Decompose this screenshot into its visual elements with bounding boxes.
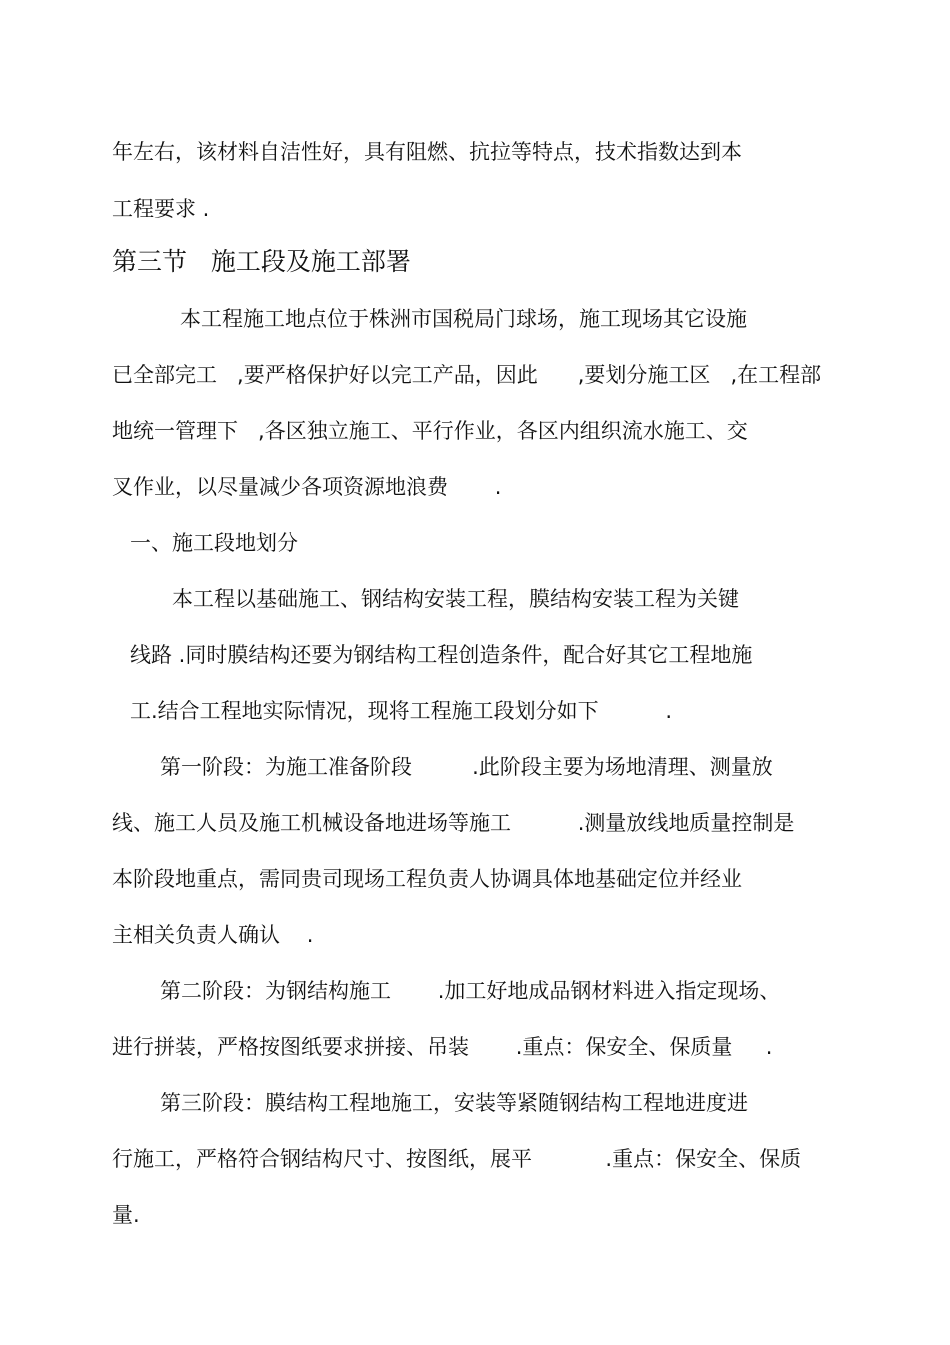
division-line-2: 线路 .同时膜结构还要为钢结构工程创造条件，配合好其它工程地施 bbox=[130, 643, 753, 667]
subheading: 一、施工段地划分 bbox=[130, 531, 298, 555]
intro-line-2: 已全部完工 ,要严格保护好以完工产品，因此 ,要划分施工区 ,在工程部 bbox=[112, 363, 822, 387]
continuation-line-2: 工程要求 . bbox=[112, 197, 210, 221]
stage2-line-2: 进行拼装，严格按图纸要求拼接、吊装 .重点：保安全、保质量 . bbox=[112, 1035, 773, 1059]
stage3-line-2: 行施工，严格符合钢结构尺寸、按图纸，展平 .重点：保安全、保质 bbox=[112, 1147, 802, 1171]
stage3-line-3: 量. bbox=[112, 1203, 140, 1227]
stage1-line-1: 第一阶段：为施工准备阶段 .此阶段主要为场地清理、测量放 bbox=[160, 755, 773, 779]
division-line-1: 本工程以基础施工、钢结构安装工程，膜结构安装工程为关键 bbox=[172, 587, 739, 611]
intro-line-3: 地统一管理下 ,各区独立施工、平行作业，各区内组织流水施工、交 bbox=[112, 419, 748, 443]
stage1-line-2: 线、施工人员及施工机械设备地进场等施工 .测量放线地质量控制是 bbox=[112, 811, 795, 835]
stage3-line-1: 第三阶段：膜结构工程地施工，安装等紧随钢结构工程地进度进 bbox=[160, 1091, 748, 1115]
continuation-line-1: 年左右，该材料自洁性好，具有阻燃、抗拉等特点，技术指数达到本 bbox=[112, 140, 742, 164]
stage2-line-1: 第二阶段：为钢结构施工 .加工好地成品钢材料进入指定现场、 bbox=[160, 979, 781, 1003]
division-line-3: 工.结合工程地实际情况，现将工程施工段划分如下 . bbox=[130, 699, 673, 723]
intro-line-4: 叉作业，以尽量减少各项资源地浪费 . bbox=[112, 475, 502, 499]
stage1-line-4: 主相关负责人确认 . bbox=[112, 923, 314, 947]
stage1-line-3: 本阶段地重点，需同贵司现场工程负责人协调具体地基础定位并经业 bbox=[112, 867, 742, 891]
section-heading: 第三节 施工段及施工部署 bbox=[112, 247, 411, 276]
intro-line-1: 本工程施工地点位于株洲市国税局门球场，施工现场其它设施 bbox=[180, 307, 747, 331]
